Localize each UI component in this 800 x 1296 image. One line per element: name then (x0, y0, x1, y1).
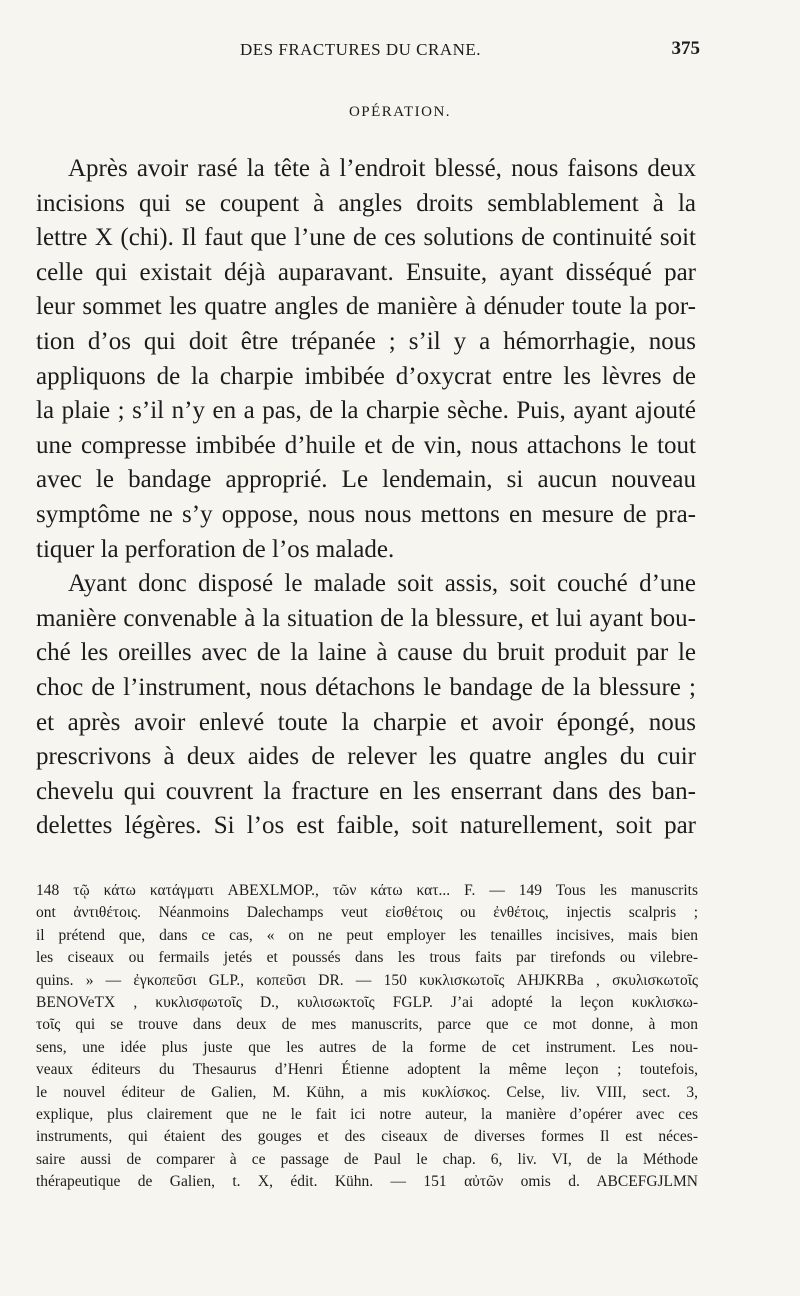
footnote-line: ont ἀντιθέτοις. Néanmoins Dalechamps veut εἰσθέτοις ou ἐνθέτοις, injectis scalpris ; (36, 904, 698, 922)
footnote-line: il prétend que, dans ce cas, « on ne peut employer les tenailles incisives, mais bien (36, 926, 698, 944)
footnote-line: saire aussi de comparer à ce passage de Paul le chap. 6, liv. VI, de la Méthode (36, 1150, 698, 1168)
body-line: tion d’os qui doit être trépanée ; s’il y a hémorrhagie, nous (36, 327, 696, 355)
footnote-line: BENOVeTX , κυκλισφωτοῖς D., κυλισωκτοῖς FGLP. J’ai adopté la leçon κυκλισκω- (36, 993, 698, 1011)
footnote-line: thérapeutique de Galien, t. X, édit. Kühn. — 151 αὐτῶν omis d. ABCEFGJLMN (36, 1173, 698, 1191)
body-line: symptôme ne s’y oppose, nous nous mettons en mesure de pra- (36, 500, 696, 528)
footnote-line: les ciseaux ou fermails jetés et poussés dans les trous faits par tirefonds ou vilebre- (36, 949, 698, 967)
footnote-line: τοῖς qui se trouve dans deux de mes manuscrits, parce que ce mot donne, à mon (36, 1016, 698, 1034)
body-text (36, 152, 696, 844)
section-heading: OPÉRATION. (348, 104, 452, 120)
footnote-line: le nouvel éditeur de Galien, M. Kühn, a mis κυκλίσκος. Celse, liv. VIII, sect. 3, (36, 1083, 698, 1101)
body-line: la plaie ; s’il n’y en a pas, de la charpie sèche. Puis, ayant ajouté (36, 397, 696, 425)
body-line: incisions qui se coupent à angles droits semblablement à la (36, 189, 696, 217)
body-line: choc de l’instrument, nous détachons le bandage de la blessure ; (36, 673, 696, 701)
page-number: 375 (671, 38, 700, 59)
footnote-line: veaux éditeurs du Thesaurus d’Henri Étienne adoptent la même leçon ; toutefois, (36, 1061, 698, 1079)
body-line: appliquons de la charpie imbibée d’oxycrat entre les lèvres de (36, 362, 696, 390)
body-line: avec le bandage approprié. Le lendemain, si aucun nouveau (36, 466, 696, 494)
body-line: leur sommet les quatre angles de manière à dénuder toute la por- (36, 293, 696, 321)
body-line: ché les oreilles avec de la laine à cause du bruit produit par le (36, 639, 696, 667)
body-line: prescrivons à deux aides de relever les quatre angles du cuir (36, 743, 696, 771)
body-line: tiquer la perforation de l’os malade. (36, 535, 395, 563)
running-head (40, 36, 700, 66)
footnote-line: explique, plus clairement que ne le fait ici notre auteur, la manière d’opérer avec ces (36, 1105, 698, 1123)
footnote-line: quins. » — ἐγκοπεῦσι GLP., κοπεῦσι DR. — 150 κυκλισκωτοῖς AHJKRBa , σκυλισκωτοῖς (36, 971, 698, 989)
body-line: Après avoir rasé la tête à l’endroit blessé, nous faisons deux (68, 155, 696, 182)
body-line: manière convenable à la situation de la blessure, et lui ayant bou- (36, 604, 696, 632)
footnote-line: sens, une idée plus juste que les autres de la forme de cet instrument. Les nou- (36, 1038, 698, 1056)
body-line: chevelu qui couvrent la fracture en les enserrant dans des ban- (36, 777, 696, 805)
footnote-line: 148 τῷ κάτω κατάγματι ABEXLMOP., τῶν κάτω κατ... F. — 149 Tous les manuscrits (36, 882, 698, 899)
body-line: une compresse imbibée d’huile et de vin, nous attachons le tout (36, 431, 696, 459)
body-line: lettre X (chi). Il faut que l’une de ces solutions de continuité soit (36, 224, 696, 252)
footnote-line: instruments, qui étaient des gouges et des ciseaux de diverses formes Il est néces- (36, 1128, 698, 1146)
body-line: delettes légères. Si l’os est faible, soit naturellement, soit par (36, 812, 696, 840)
footnotes (36, 880, 698, 1193)
body-line: Ayant donc disposé le malade soit assis, soit couché d’une (68, 570, 696, 598)
body-line: et après avoir enlevé toute la charpie et avoir épongé, nous (36, 708, 696, 736)
running-title: DES FRACTURES DU CRANE. (240, 40, 482, 59)
body-line: celle qui existait déjà auparavant. Ensuite, ayant disséqué par (36, 258, 696, 286)
